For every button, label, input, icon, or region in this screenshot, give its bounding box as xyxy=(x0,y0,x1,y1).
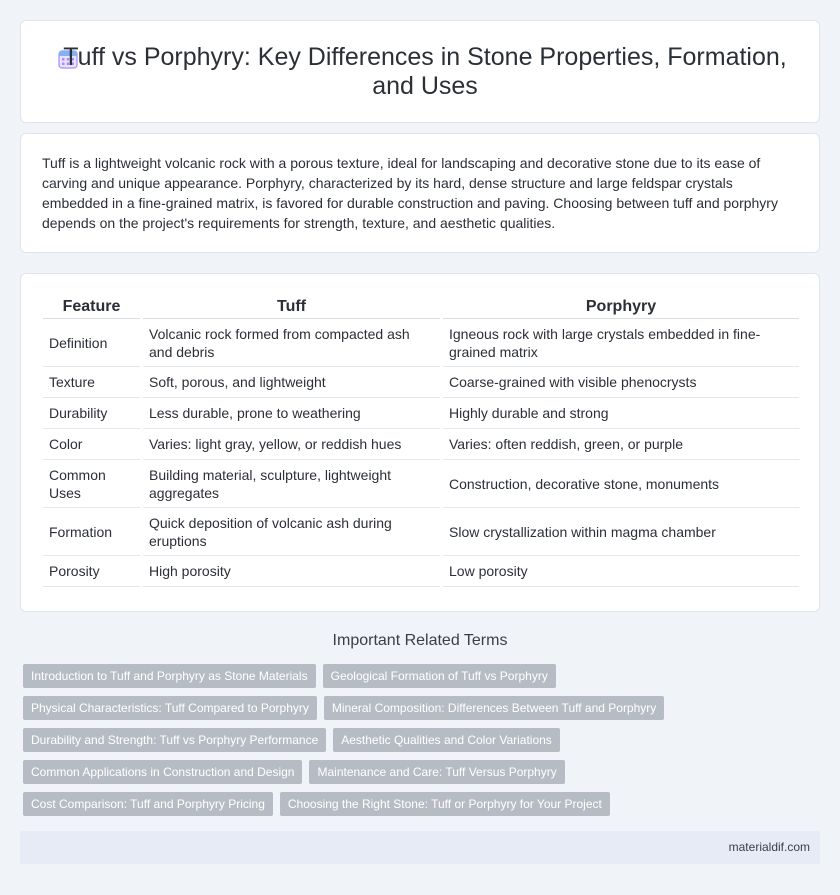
feature-cell: Definition xyxy=(43,319,140,367)
related-term-tag[interactable]: Introduction to Tuff and Porphyry as Stone Materials xyxy=(23,664,316,688)
table-row xyxy=(43,429,799,460)
table-row xyxy=(43,367,799,398)
footer-site-link[interactable]: materialdif.com xyxy=(728,840,810,854)
porphyry-cell: Coarse-grained with visible phenocrysts xyxy=(443,367,799,398)
feature-cell: Porosity xyxy=(43,556,140,587)
tuff-cell: Varies: light gray, yellow, or reddish hues xyxy=(143,429,440,460)
tuff-cell: Quick deposition of volcanic ash during eruptions xyxy=(143,508,440,556)
tuff-cell: High porosity xyxy=(143,556,440,587)
porphyry-cell: Construction, decorative stone, monuments xyxy=(443,460,799,508)
tag-row xyxy=(23,728,560,752)
table-row xyxy=(43,556,799,587)
header-feature: Feature xyxy=(43,294,140,319)
title-wrap xyxy=(51,43,799,101)
tuff-cell: Soft, porous, and lightweight xyxy=(143,367,440,398)
tag-row xyxy=(23,696,664,720)
header-porphyry: Porphyry xyxy=(443,294,799,319)
table-row xyxy=(43,398,799,429)
related-term-tag[interactable]: Common Applications in Construction and Design xyxy=(23,760,302,784)
tag-row xyxy=(23,664,556,688)
tuff-cell: Building material, sculpture, lightweight aggregates xyxy=(143,460,440,508)
title-card xyxy=(20,20,820,123)
summary-text: Tuff is a lightweight volcanic rock with a porous texture, ideal for landscaping and decorative stone due to its ease of carving and unique appearance. Porphyry, characterized by its hard, dense structure and large feldspar crystals embedded in a fine-grained matrix, is favored for durable construction and paving. Choosing between tuff and porphyry depends on the project's requirements for strength, texture, and aesthetic qualities. xyxy=(42,155,778,231)
related-term-tag[interactable]: Cost Comparison: Tuff and Porphyry Pricing xyxy=(23,792,273,816)
related-term-tag[interactable]: Physical Characteristics: Tuff Compared to Porphyry xyxy=(23,696,317,720)
tag-row xyxy=(23,792,610,816)
porphyry-cell: Highly durable and strong xyxy=(443,398,799,429)
feature-cell: Formation xyxy=(43,508,140,556)
comparison-table xyxy=(43,294,799,587)
feature-cell: Common Uses xyxy=(43,460,140,508)
feature-cell: Texture xyxy=(43,367,140,398)
tuff-cell: Volcanic rock formed from compacted ash and debris xyxy=(143,319,440,367)
summary-card xyxy=(20,133,820,253)
porphyry-cell: Varies: often reddish, green, or purple xyxy=(443,429,799,460)
related-term-tag[interactable]: Geological Formation of Tuff vs Porphyry xyxy=(323,664,556,688)
related-term-tag[interactable]: Maintenance and Care: Tuff Versus Porphyry xyxy=(309,760,564,784)
related-terms-heading: Important Related Terms xyxy=(332,632,508,649)
header-tuff: Tuff xyxy=(143,294,440,319)
footer xyxy=(20,831,820,864)
table-row xyxy=(43,460,799,508)
porphyry-cell: Low porosity xyxy=(443,556,799,587)
related-term-tag[interactable]: Durability and Strength: Tuff vs Porphyry Performance xyxy=(23,728,326,752)
table-card xyxy=(20,273,820,612)
tuff-cell: Less durable, prone to weathering xyxy=(143,398,440,429)
tag-row xyxy=(23,760,565,784)
page-title: Tuff vs Porphyry: Key Differences in Stone Properties, Formation, and Uses xyxy=(63,43,787,100)
table-row xyxy=(43,319,799,367)
porphyry-cell: Slow crystallization within magma chamber xyxy=(443,508,799,556)
related-term-tag[interactable]: Aesthetic Qualities and Color Variations xyxy=(333,728,560,752)
related-term-tag[interactable]: Choosing the Right Stone: Tuff or Porphyry for Your Project xyxy=(280,792,610,816)
feature-cell: Color xyxy=(43,429,140,460)
feature-cell: Durability xyxy=(43,398,140,429)
porphyry-cell: Igneous rock with large crystals embedded in fine-grained matrix xyxy=(443,319,799,367)
table-row xyxy=(43,508,799,556)
table-header-row xyxy=(43,294,799,319)
related-term-tag[interactable]: Mineral Composition: Differences Between Tuff and Porphyry xyxy=(324,696,664,720)
